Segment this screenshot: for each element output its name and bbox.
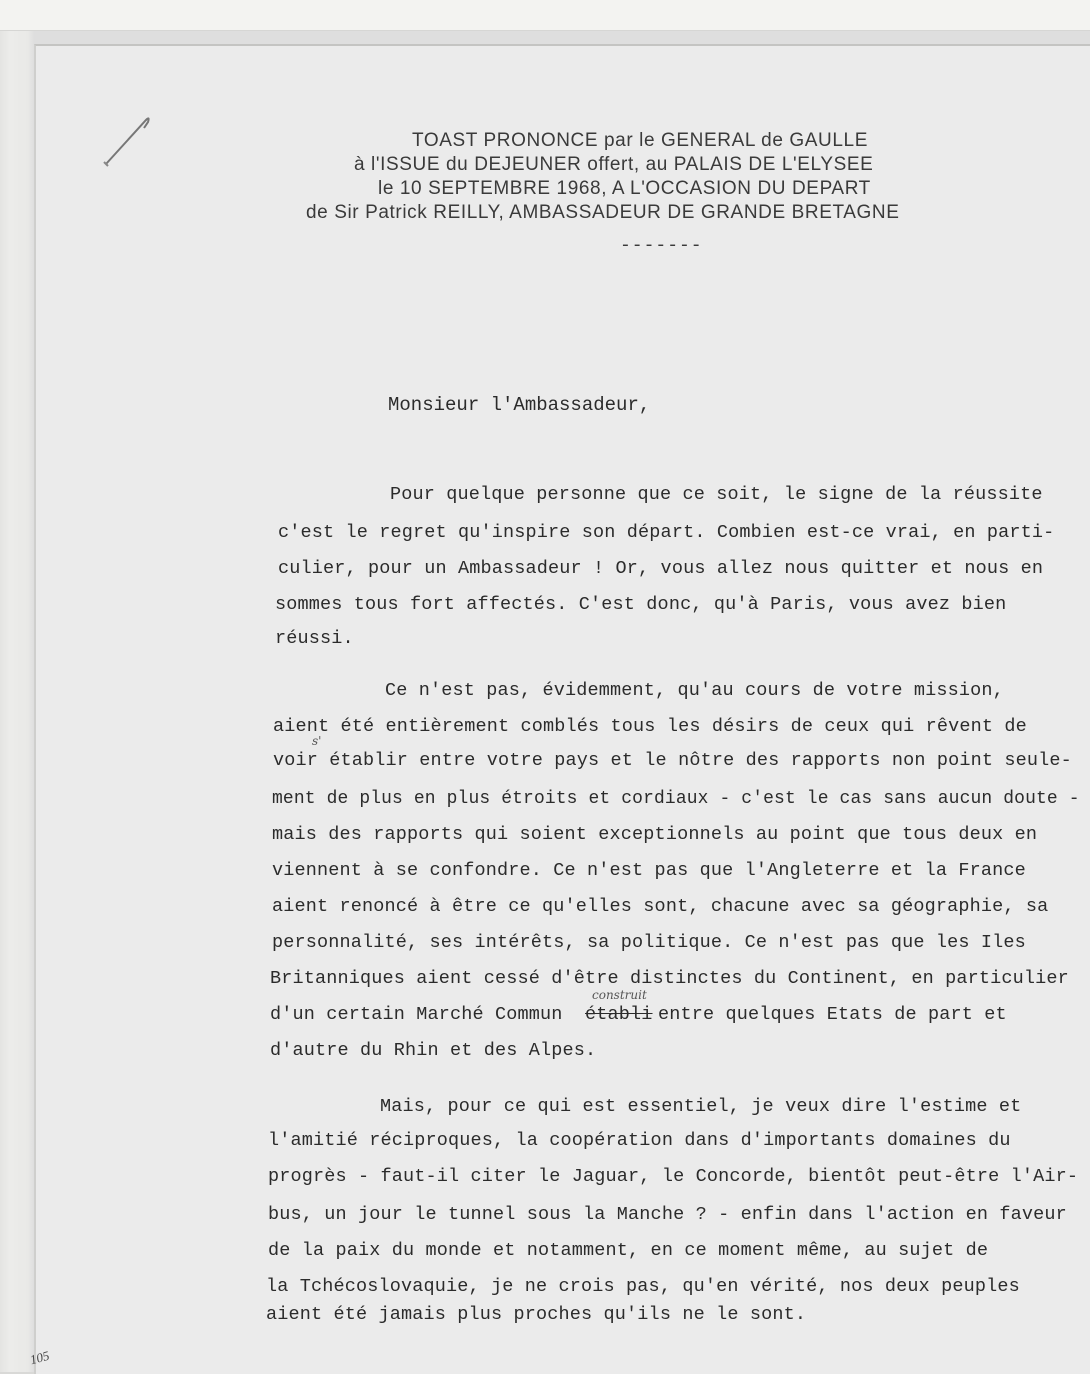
header-line-4: de Sir Patrick REILLY, AMBASSADEUR DE GRANDE BRETAGNE — [306, 202, 900, 223]
scanner-top-edge — [0, 0, 1090, 31]
struck-word: établi — [585, 1004, 653, 1025]
salutation: Monsieur l'Ambassadeur, — [388, 394, 651, 416]
handwritten-insert: s' — [312, 734, 322, 748]
body-line: viennent à se confondre. Ce n'est pas que l'Angleterre et la France — [272, 860, 1026, 881]
body-line: personnalité, ses intérêts, sa politique. Ce n'est pas que les Iles — [272, 932, 1026, 953]
body-line: voir établir entre votre pays et le nôtre des rapports non point seule- — [273, 750, 1072, 771]
body-line: aient été entièrement comblés tous les désirs de ceux qui rêvent de — [273, 716, 1027, 737]
handwritten-correction: construit — [592, 988, 647, 1002]
body-line: de la paix du monde et notamment, en ce moment même, au sujet de — [268, 1240, 989, 1261]
body-line: d'un certain Marché Commun — [270, 1004, 563, 1025]
body-line: aient été jamais plus proches qu'ils ne le sont. — [266, 1304, 807, 1325]
body-line: culier, pour un Ambassadeur ! Or, vous allez nous quitter et nous en — [278, 558, 1044, 579]
body-line: d'autre du Rhin et des Alpes. — [270, 1040, 597, 1061]
header-line-3: le 10 SEPTEMBRE 1968, A L'OCCASION DU DEPART — [378, 178, 871, 199]
body-line: ment de plus en plus étroits et cordiaux - c'est le cas sans aucun doute - — [272, 788, 1080, 809]
body-line: mais des rapports qui soient exceptionnels au point que tous deux en — [272, 824, 1038, 845]
body-line: réussi. — [275, 628, 354, 649]
body-line: aient renoncé à être ce qu'elles sont, chacune avec sa géographie, sa — [272, 896, 1049, 917]
body-line: Ce n'est pas, évidemment, qu'au cours de votre mission, — [385, 680, 1004, 701]
header-separator: ------- — [620, 236, 703, 256]
body-line: l'amitié réciproques, la coopération dans d'importants domaines du — [268, 1130, 1011, 1151]
archive-page-number: 105 — [28, 1347, 51, 1368]
body-line: Pour quelque personne que ce soit, le signe de la réussite — [390, 484, 1043, 505]
paperclip-mark-icon — [100, 112, 156, 170]
body-line: bus, un jour le tunnel sous la Manche ? - enfin dans l'action en faveur — [268, 1204, 1067, 1225]
body-line: progrès - faut-il citer le Jaguar, le Concorde, bientôt peut-être l'Air- — [268, 1166, 1079, 1187]
body-line: entre quelques Etats de part et — [658, 1004, 1007, 1025]
body-line: sommes tous fort affectés. C'est donc, qu'à Paris, vous avez bien — [275, 594, 1007, 615]
body-line: la Tchécoslovaquie, je ne crois pas, qu'en vérité, nos deux peuples — [266, 1276, 1020, 1297]
header-line-1: TOAST PRONONCE par le GENERAL de GAULLE — [412, 130, 868, 151]
body-line: Mais, pour ce qui est essentiel, je veux dire l'estime et — [380, 1096, 1022, 1117]
header-line-2: à l'ISSUE du DEJEUNER offert, au PALAIS DE L'ELYSEE — [354, 154, 874, 175]
body-line: c'est le regret qu'inspire son départ. Combien est-ce vrai, en parti- — [278, 522, 1055, 543]
body-line: Britanniques aient cessé d'être distinctes du Continent, en particulier — [270, 968, 1069, 989]
